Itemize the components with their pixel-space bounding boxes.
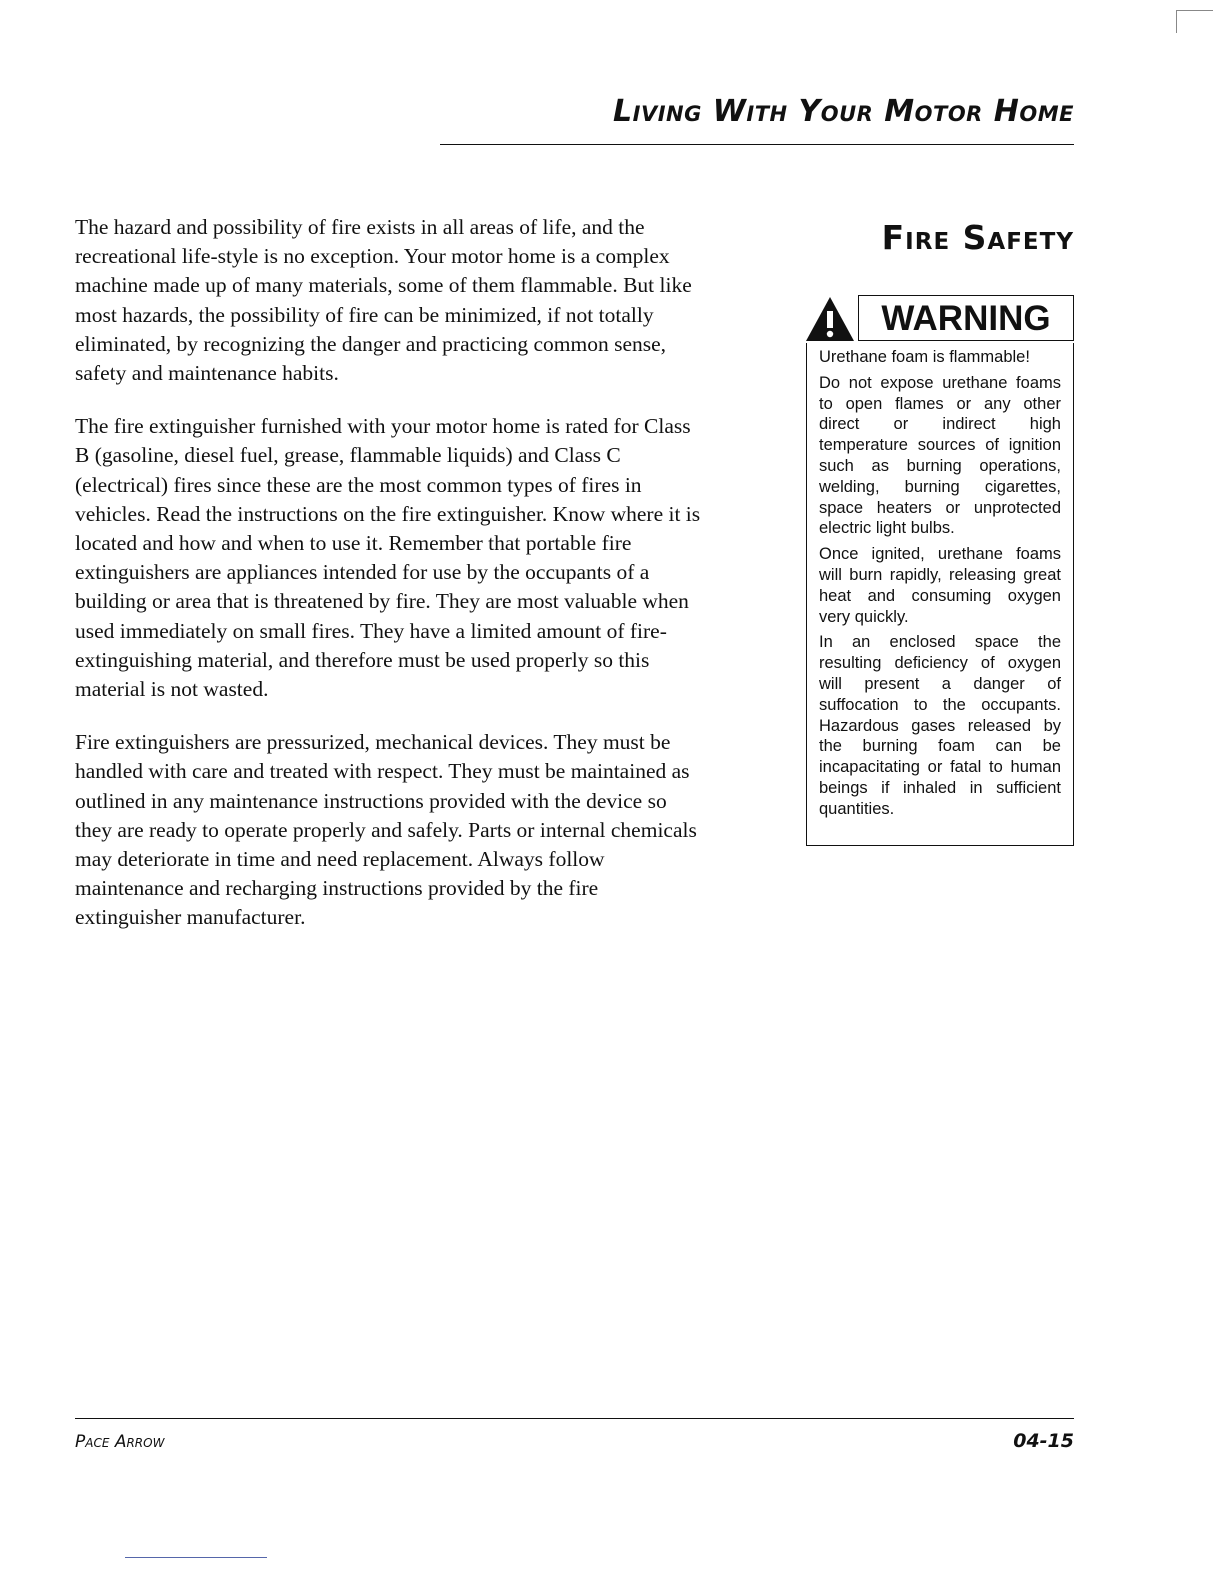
warning-triangle-icon [806,297,854,341]
scan-bottom-mark [125,1557,267,1558]
page-number: 04-15 [1013,1430,1074,1452]
scan-corner-mark [1176,10,1213,33]
footer-divider [75,1418,1074,1419]
warning-paragraph: Once ignited, urethane foams will burn rapidly, releasing great heat and consuming oxygen very quickly. [819,545,1061,626]
paragraph: The hazard and possibility of fire exists in all areas of life, and the recreational life-style is no exception. Your motor home is a complex machine made up of many materials, some of them flammable. But like most hazards, the possibility of fire can be minimized, if not totally eliminated, by recognizing the danger and practicing common sense, safety and maintenance habits. [75,215,692,386]
header-divider [440,144,1074,145]
body-text [75,213,707,957]
warning-paragraph: Do not expose urethane foams to open flames or any other direct or indirect high temperature sources of ignition such as burning operations, welding, burning cigarettes, space heaters or unprotected electric light bulbs. [819,373,1061,538]
paragraph: The fire extinguisher furnished with your motor home is rated for Class B (gasoline, diesel fuel, grease, flammable liquids) and Class C (electrical) fires since these are the most common types of fires in vehicles. Read the instructions on the fire extinguisher. Know where it is located and how and when to use it. Remember that portable fire extinguishers are appliances intended for use by the occupants of a building or area that is threatened by fire. They are most valuable when used immediately on small fires. They have a limited amount of fire-extinguishing material, and therefore must be used properly so this material is not wasted. [75,414,701,702]
page-header: Living With Your Motor Home [613,94,1074,129]
warning-box [806,295,1074,846]
warning-title: WARNING [858,295,1074,341]
paragraph: Fire extinguishers are pressurized, mechanical devices. They must be handled with care and treated with respect. They must be maintained as outlined in any maintenance instructions provided with the device so they are ready to operate properly and safely. Parts or internal chemicals may deteriorate in time and need replacement. Always follow maintenance and recharging instructions provided by the fire extinguisher manufacturer. [75,730,697,930]
warning-lead: Urethane foam is flammable! [819,348,1030,366]
warning-paragraph: In an enclosed space the resulting deficiency of oxygen will present a danger of suffocation to the occupants. Hazardous gases released by the burning foam can be incapacitating or fatal to human beings if inhaled in sufficient quantities. [819,633,1061,818]
section-title: Fire Safety [881,218,1074,257]
footer-product-name: Pace Arrow [75,1432,165,1452]
